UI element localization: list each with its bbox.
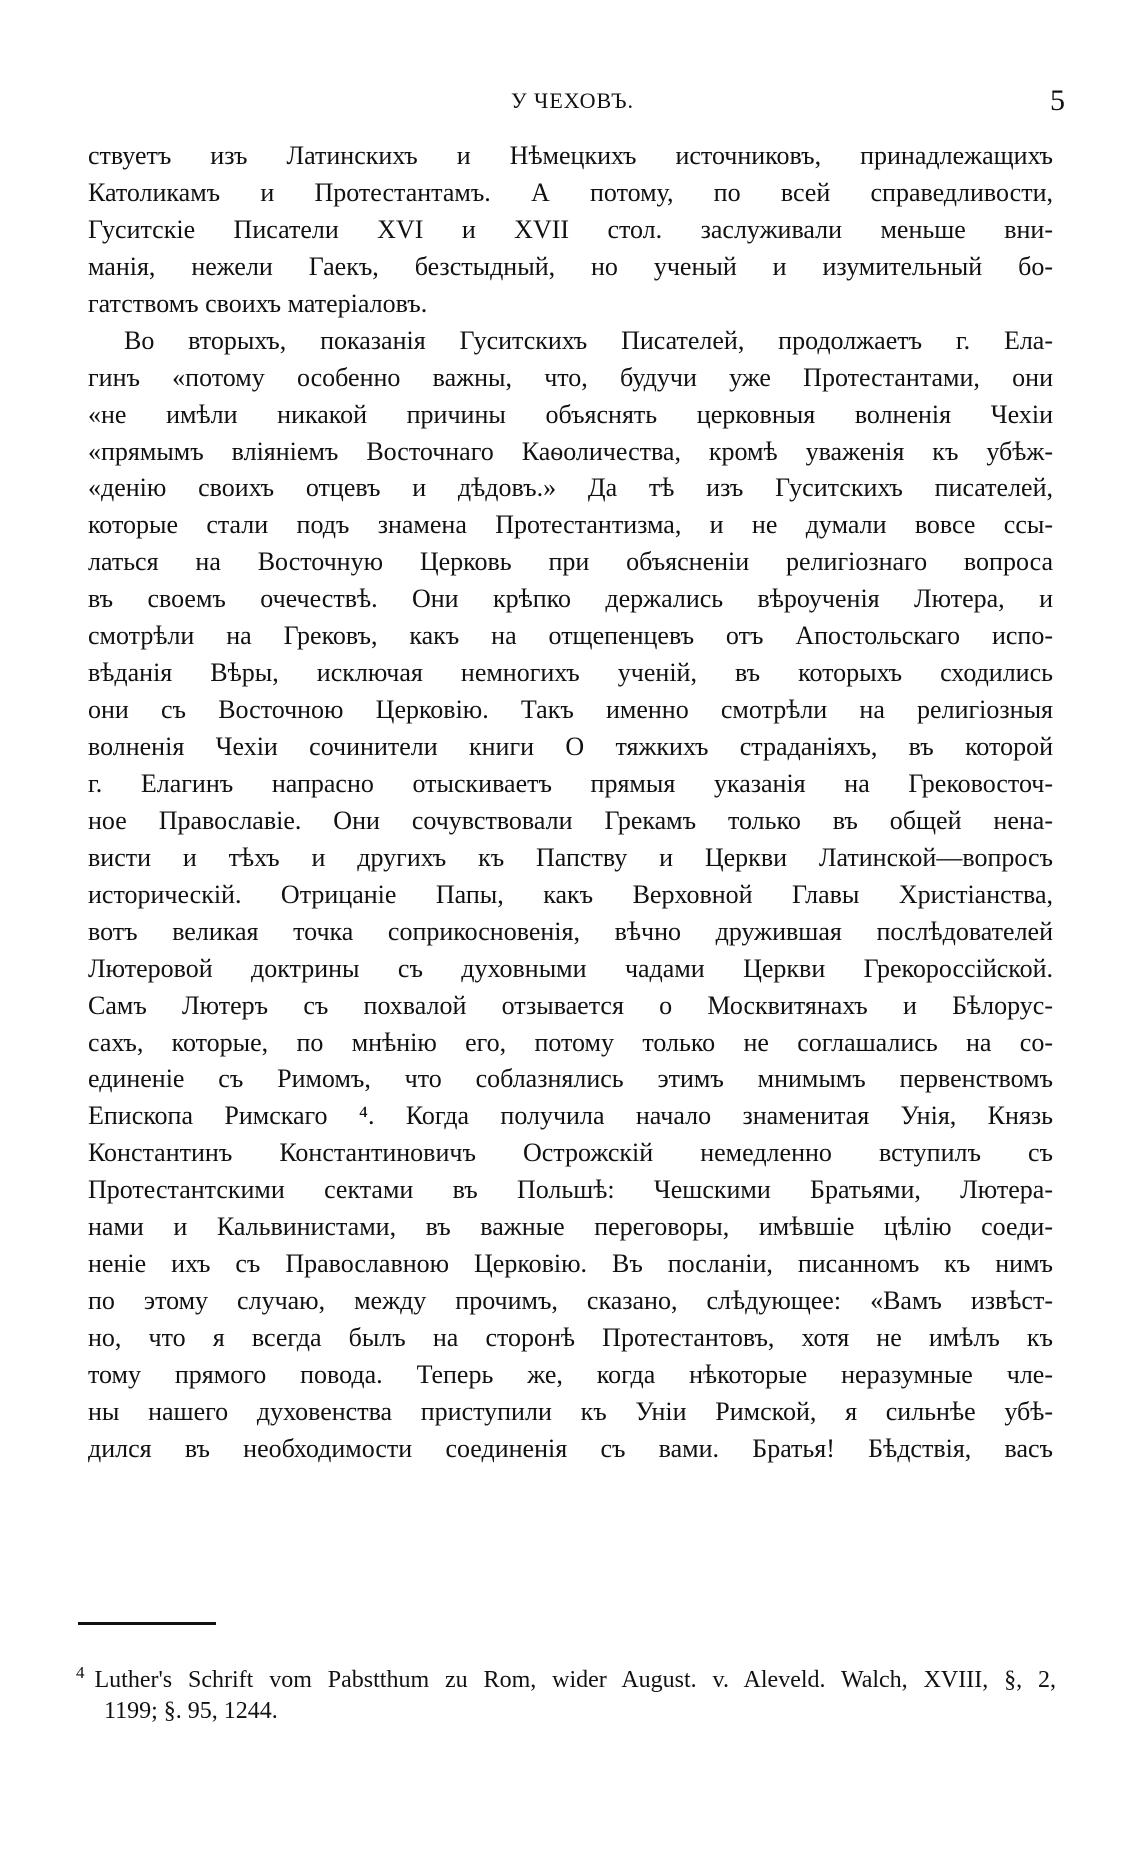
text-line: по этому случаю, между прочимъ, сказано, слѣдующее: «Вамъ извѣст- (88, 1286, 1053, 1316)
text-line: вотъ великая точка соприкосновенія, вѣчно дружившая послѣдователей (88, 916, 1053, 946)
page-header (80, 84, 1065, 128)
text-line: Протестантскими сектами въ Польшѣ: Чешскими Братьями, Лютера- (88, 1175, 1053, 1205)
text-line: ны нашего духовенства приступили къ Уніи Римской, я сильнѣе убѣ- (88, 1396, 1053, 1426)
text-line: смотрѣли на Грековъ, какъ на отщепенцевъ отъ Апостольскаго испо- (88, 621, 1053, 651)
text-line: которые стали подъ знамена Протестантизма, и не думали вовсе ссы- (88, 510, 1053, 540)
text-line: сахъ, которые, по мнѣнію его, потому только не соглашались на со- (88, 1027, 1053, 1057)
text-line: Лютеровой доктрины съ духовными чадами Церкви Грекороссійской. (88, 953, 1053, 983)
text-line: вѣданія Вѣры, исключая немногихъ ученій, въ которыхъ сходились (88, 658, 1053, 688)
page-number: 5 (1050, 84, 1065, 117)
text-line: «прямымъ вліяніемъ Восточнаго Каѳоличества, кромѣ уваженія къ убѣж- (88, 436, 1053, 466)
text-line: нами и Кальвинистами, въ важные переговоры, имѣвшіе цѣлію соеди- (88, 1212, 1053, 1242)
text-line: ное Православіе. Они сочувствовали Грекамъ только въ общей нена- (88, 805, 1053, 835)
text-line: Самъ Лютеръ съ похвалой отзывается о Москвитянахъ и Бѣлорус- (88, 990, 1053, 1020)
text-line: дился въ необходимости соединенія съ вами. Братья! Бѣдствія, васъ (88, 1433, 1053, 1463)
text-line: они съ Восточною Церковію. Такъ именно смотрѣли на религіозныя (88, 695, 1053, 725)
text-line: Католикамъ и Протестантамъ. А потому, по всей справедливости, (88, 177, 1053, 207)
running-head: У ЧЕХОВЪ. (510, 88, 634, 113)
text-line: «денію своихъ отцевъ и дѣдовъ.» Да тѣ изъ Гуситскихъ писателей, (88, 473, 1053, 503)
footnote-line: 1199; §. 95, 1244. (104, 1698, 278, 1724)
text-line: ствуетъ изъ Латинскихъ и Нѣмецкихъ источниковъ, принадлежащихъ (88, 141, 1053, 170)
text-line: латься на Восточную Церковь при объясненіи религіознаго вопроса (88, 547, 1053, 577)
text-line: тому прямого повода. Теперь же, когда нѣкоторые неразумные чле- (88, 1359, 1053, 1389)
footnote-line (76, 1654, 1056, 1692)
text-line: въ своемъ очечествѣ. Они крѣпко держались вѣроученія Лютера, и (88, 584, 1053, 614)
text-line: волненія Чехіи сочинители книги О тяжкихъ страданіяхъ, въ которой (88, 732, 1053, 761)
text-line: Епископа Римскаго ⁴. Когда получила начало знаменитая Унія, Князь (88, 1101, 1053, 1131)
text-line: «не имѣли никакой причины объяснять церковныя волненія Чехіи (88, 399, 1053, 429)
text-line: Во вторыхъ, показанія Гуситскихъ Писателей, продолжаетъ г. Ела- (124, 325, 1053, 355)
footnote-rule (78, 1622, 216, 1625)
text-line: историческій. Отрицаніе Папы, какъ Верховной Главы Христіанства, (88, 879, 1053, 909)
text-line: единеніе съ Римомъ, что соблазнялись этимъ мнимымъ первенствомъ (88, 1064, 1053, 1094)
footnote-marker: 4 (76, 1663, 85, 1682)
body-text (88, 138, 1053, 1468)
text-line: Константинъ Константиновичъ Острожскій немедленно вступилъ съ (88, 1138, 1053, 1168)
footnotes (76, 1654, 1056, 1730)
text-line: манія, нежели Гаекъ, безстыдный, но ученый и изумительный бо- (88, 251, 1053, 281)
text-line: но, что я всегда былъ на сторонѣ Протестантовъ, хотя не имѣлъ къ (88, 1323, 1053, 1352)
footnote-text: Luther's Schrift vom Pabstthum zu Rom, wider August. v. Aleveld. Walch, XVIII, §, 2, (94, 1667, 1056, 1692)
text-line: гинъ «потому особенно важны, что, будучи уже Протестантами, они (88, 362, 1053, 392)
text-line: гатствомъ своихъ матеріаловъ. (88, 288, 428, 318)
text-line: висти и тѣхъ и другихъ къ Папству и Церкви Латинской—вопросъ (88, 842, 1053, 872)
text-line: неніе ихъ съ Православною Церковію. Въ посланіи, писанномъ къ нимъ (88, 1249, 1053, 1279)
text-line: г. Елагинъ напрасно отыскиваетъ прямыя указанія на Грековосточ- (88, 768, 1053, 798)
text-line: Гуситскіе Писатели XVI и XVII стол. заслуживали меньше вни- (88, 214, 1053, 244)
